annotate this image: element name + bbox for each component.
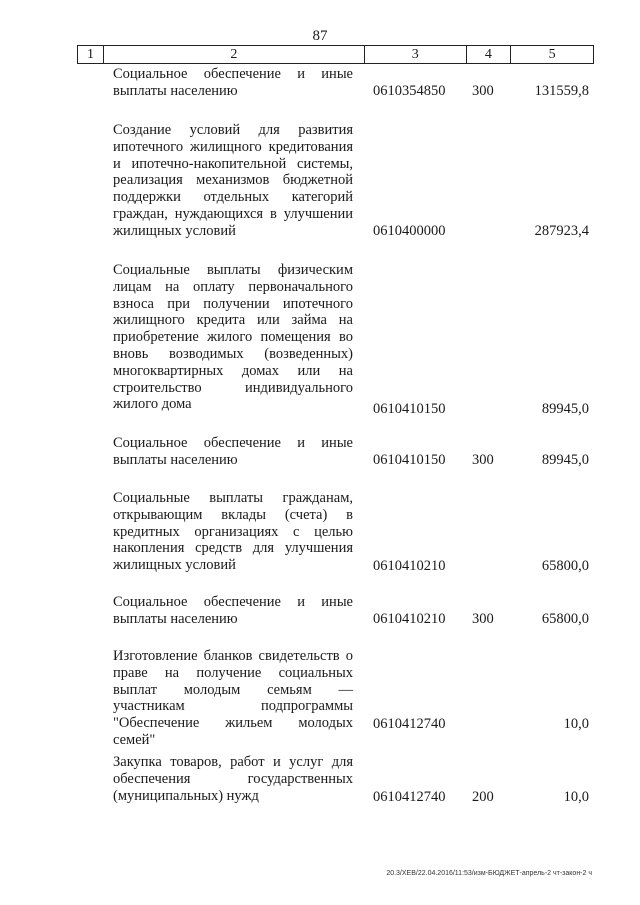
row-description: Социальные выплаты физическим лицам на оплату первоначального взноса при получении ипотечного жилищного кредита или займа на приобретение жилого помещения во вновь возводимых (возведенных) многоквартирных домах или на строительство индивидуального жилого дома [113,262,353,413]
row-amount: 89945,0 [541,401,589,417]
row-expense-type: 300 [472,611,494,627]
row-code: 0610410210 [373,611,446,627]
row-code: 0610354850 [373,83,446,99]
header-col-3: 3 [365,46,467,63]
row-amount: 65800,0 [541,611,589,627]
row-code: 0610410150 [373,401,446,417]
row-amount: 89945,0 [541,452,589,468]
row-description: Социальные выплаты гражданам, открывающим вклады (счета) в кредитных организациях с целью накопления средств для улучшения жилищных условий [113,490,353,574]
row-amount: 131559,8 [534,83,589,99]
row-expense-type: 300 [472,83,494,99]
row-code: 0610412740 [373,789,446,805]
row-description: Социальное обеспечение и иные выплаты населению [113,66,353,99]
table-header [77,45,594,64]
row-amount: 65800,0 [541,558,589,574]
row-code: 0610400000 [373,223,446,239]
row-expense-type: 300 [472,452,494,468]
page-number: 87 [312,28,328,44]
row-description: Закупка товаров, работ и услуг для обеспечения государственных (муниципальных) нужд [113,754,353,804]
header-col-1: 1 [78,46,104,63]
row-expense-type: 200 [472,789,494,805]
header-col-2: 2 [104,46,365,63]
row-description: Социальное обеспечение и иные выплаты населению [113,435,353,468]
row-amount: 10,0 [563,716,589,732]
header-col-4: 4 [467,46,512,63]
header-col-5: 5 [548,47,556,62]
footer-document-id: 20.3/ХЕВ/22.04.2016/11:53/изм-БЮДЖЕТ-апрель-2 чт-закон-2 ч [386,870,592,877]
row-code: 0610412740 [373,716,446,732]
row-amount: 287923,4 [534,223,589,239]
row-code: 0610410210 [373,558,446,574]
row-description: Создание условий для развития ипотечного жилищного кредитования и ипотечно-накопительной системы, реализация механизмов бюджетной поддержки отдельных категорий граждан, нуждающихся в улучшении жилищных условий [113,122,353,239]
row-amount: 10,0 [563,789,589,805]
row-description: Социальное обеспечение и иные выплаты населению [113,594,353,627]
row-code: 0610410150 [373,452,446,468]
row-description: Изготовление бланков свидетельств о праве на получение социальных выплат молодым семьям — участникам подпрограммы "Обеспечение жильем молодых семей" [113,648,353,748]
